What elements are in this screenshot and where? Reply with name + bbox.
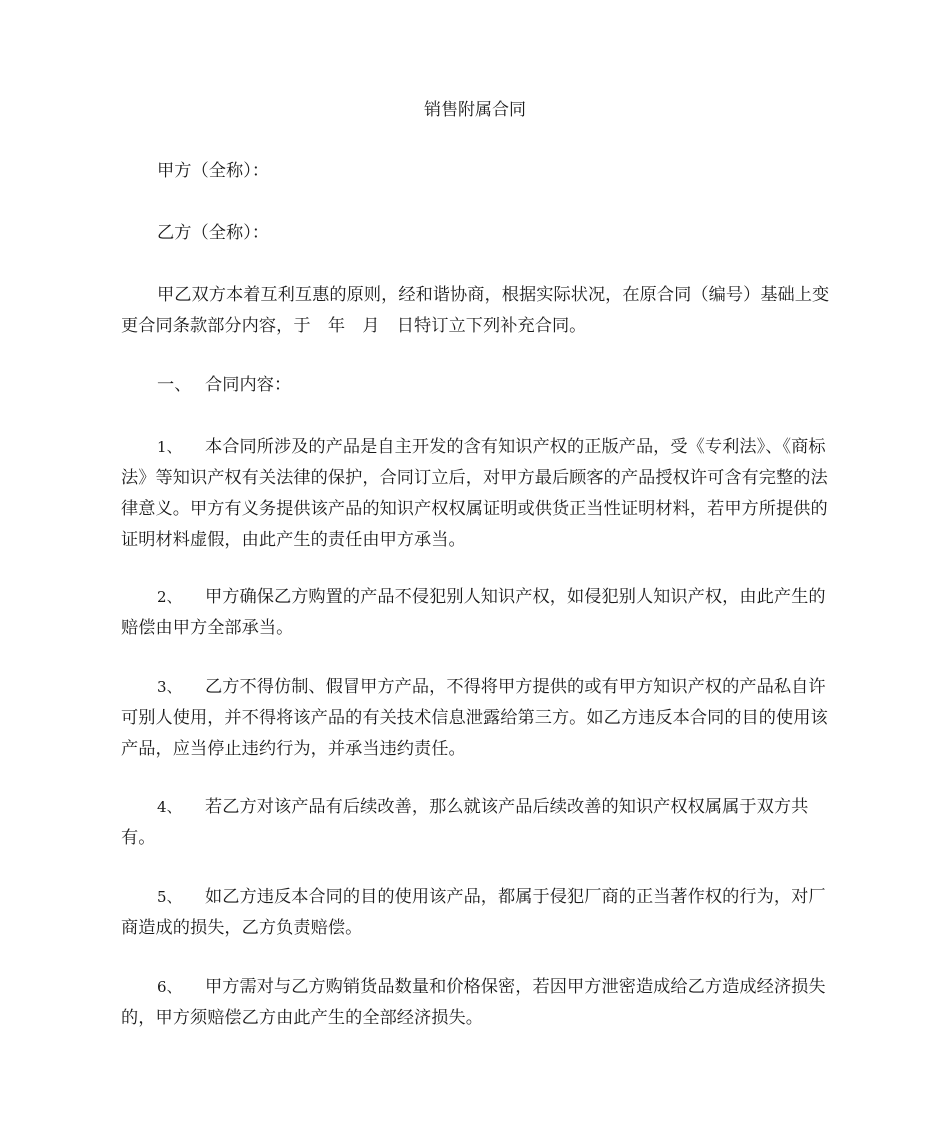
document-title: 销售附属合同	[424, 100, 526, 120]
clause-1	[121, 432, 832, 556]
clause-number: 6、	[157, 978, 182, 996]
section-number: 一、	[157, 375, 192, 395]
clause-2	[121, 582, 832, 644]
clause-3	[121, 672, 832, 765]
clause-number: 3、	[157, 678, 182, 696]
clause-5	[121, 882, 832, 944]
clause-text: 如乙方违反本合同的目的使用该产品，都属于侵犯厂商的正当著作权的行为，对厂商造成的损失，乙方负责赔偿。	[121, 887, 826, 938]
party-b-label: 乙方（全称）：	[157, 223, 270, 243]
preamble-paragraph	[121, 280, 832, 342]
clause-number: 2、	[157, 588, 182, 606]
clause-text: 乙方不得仿制、假冒甲方产品，不得将甲方提供的或有甲方知识产权的产品私自许可别人使用，并不得将该产品的有关技术信息泄露给第三方。如乙方违反本合同的目的使用该产品，应当停止违约行为，并承当违约责任。	[121, 677, 828, 759]
clause-number: 1、	[157, 438, 182, 456]
party-a-label: 甲方（全称）：	[157, 161, 270, 181]
clause-number: 4、	[157, 798, 182, 816]
clause-number: 5、	[157, 888, 182, 906]
clause-text: 若乙方对该产品有后续改善，那么就该产品后续改善的知识产权权属属于双方共有。	[121, 797, 809, 848]
party-b-line	[121, 218, 832, 249]
clause-text: 甲方确保乙方购置的产品不侵犯别人知识产权，如侵犯别人知识产权，由此产生的赔偿由甲方全部承当。	[121, 587, 826, 638]
clause-4	[121, 792, 832, 854]
clause-text: 本合同所涉及的产品是自主开发的含有知识产权的正版产品，受《专利法》、《商标法》等知识产权有关法律的保护，合同订立后，对甲方最后顾客的产品授权许可含有完整的法律意义。甲方有义务提供该产品的知识产权权属证明或供货正当性证明材料，若甲方所提供的证明材料虚假，由此产生的责任由甲方承当。	[121, 437, 828, 550]
section-title: 合同内容：	[205, 375, 292, 395]
preamble-text: 甲乙双方本着互利互惠的原则，经和谐协商，根据实际状况，在原合同（编号）基础上变更合同条款部分内容，于 年 月 日特订立下列补充合同。	[121, 285, 830, 336]
clause-6	[121, 972, 832, 1034]
clause-text: 甲方需对与乙方购销货品数量和价格保密，若因甲方泄密造成给乙方造成经济损失的，甲方须赔偿乙方由此产生的全部经济损失。	[121, 977, 826, 1028]
section-heading	[121, 370, 832, 401]
party-a-line	[121, 156, 832, 187]
